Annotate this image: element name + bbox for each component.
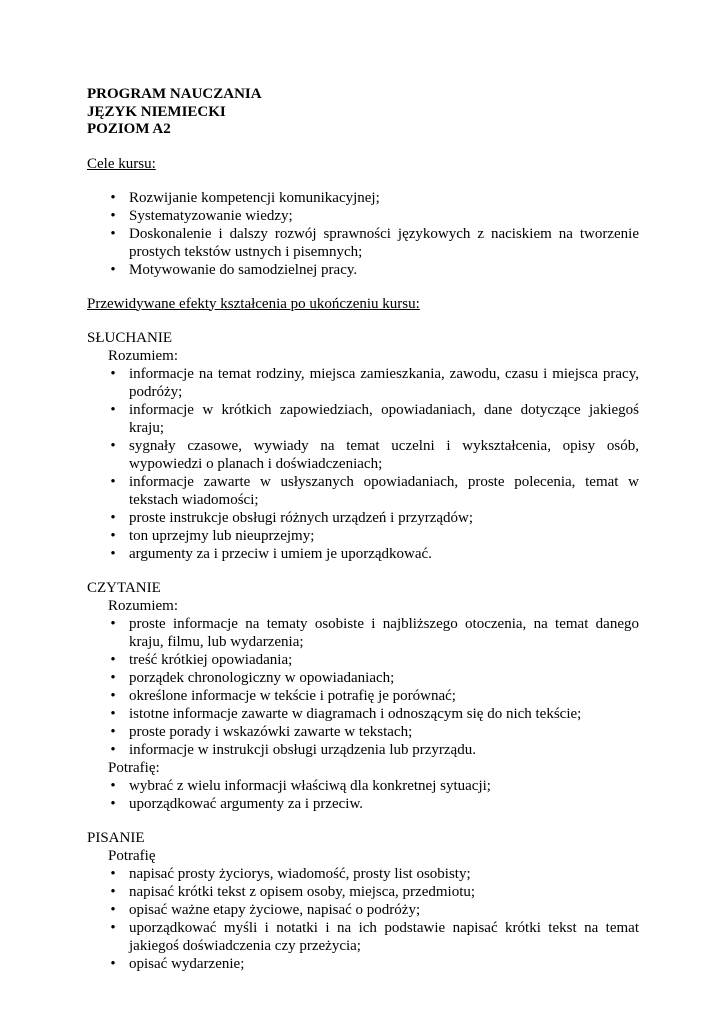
list-item: • Systematyzowanie wiedzy; <box>87 207 639 225</box>
bullet-icon: • <box>110 669 116 686</box>
bullet-icon: • <box>110 615 116 632</box>
bullet-icon: • <box>110 919 116 936</box>
listening-list <box>87 365 639 563</box>
goals-list <box>87 189 639 279</box>
bullet-icon: • <box>110 741 116 758</box>
bullet-icon: • <box>110 777 116 794</box>
reading-list-2 <box>87 777 639 813</box>
list-item: • istotne informacje zawarte w diagramach i odnoszącym się do nich tekście; <box>87 705 639 723</box>
listening-title: SŁUCHANIE <box>87 329 172 346</box>
list-item: • informacje na temat rodziny, miejsca zamieszkania, zawodu, czasu i miejsca pracy, podróży; <box>87 365 639 401</box>
list-item: • uporządkować myśli i notatki i na ich podstawie napisać krótki tekst na temat jakiegoś doświadczenia czy przeżycia; <box>87 919 639 955</box>
bullet-icon: • <box>110 795 116 812</box>
list-item: • proste informacje na tematy osobiste i najbliższego otoczenia, na temat danego kraju, filmu, lub wydarzenia; <box>87 615 639 651</box>
language-title: JĘZYK NIEMIECKI <box>87 103 226 120</box>
document-page <box>87 86 639 973</box>
bullet-icon: • <box>110 901 116 918</box>
bullet-icon: • <box>110 225 116 242</box>
bullet-icon: • <box>110 509 116 526</box>
list-item: • porządek chronologiczny w opowiadaniach; <box>87 669 639 687</box>
list-item: • treść krótkiej opowiadania; <box>87 651 639 669</box>
program-title: PROGRAM NAUCZANIA <box>87 86 262 102</box>
list-item: • sygnały czasowe, wywiady na temat uczelni i wykształcenia, opisy osób, wypowiedzi o planach i doświadczeniach; <box>87 437 639 473</box>
bullet-icon: • <box>110 189 116 206</box>
outcomes-heading: Przewidywane efekty kształcenia po ukończeniu kursu: <box>87 295 420 312</box>
list-item: • napisać prosty życiorys, wiadomość, prosty list osobisty; <box>87 865 639 883</box>
list-item: • proste instrukcje obsługi różnych urządzeń i przyrządów; <box>87 509 639 527</box>
bullet-icon: • <box>110 437 116 454</box>
list-item: • uporządkować argumenty za i przeciw. <box>87 795 639 813</box>
list-item: • wybrać z wielu informacji właściwą dla konkretnej sytuacji; <box>87 777 639 795</box>
list-item: • argumenty za i przeciw i umiem je uporządkować. <box>87 545 639 563</box>
list-item: • Rozwijanie kompetencji komunikacyjnej; <box>87 189 639 207</box>
bullet-icon: • <box>110 365 116 382</box>
bullet-icon: • <box>110 207 116 224</box>
list-item: • opisać ważne etapy życiowe, napisać o podróży; <box>87 901 639 919</box>
list-item: • określone informacje w tekście i potrafię je porównać; <box>87 687 639 705</box>
bullet-icon: • <box>110 705 116 722</box>
bullet-icon: • <box>110 883 116 900</box>
list-item: • Motywowanie do samodzielnej pracy. <box>87 261 639 279</box>
reading-title: CZYTANIE <box>87 579 161 596</box>
listening-section <box>87 329 639 563</box>
list-item: • ton uprzejmy lub nieuprzejmy; <box>87 527 639 545</box>
writing-section <box>87 829 639 973</box>
reading-subtitle-2: Potrafię: <box>108 759 160 776</box>
bullet-icon: • <box>110 473 116 490</box>
list-item: • Doskonalenie i dalszy rozwój sprawności językowych z naciskiem na tworzenie prostych tekstów ustnych i pisemnych; <box>87 225 639 261</box>
reading-subtitle: Rozumiem: <box>108 597 178 614</box>
bullet-icon: • <box>110 527 116 544</box>
bullet-icon: • <box>110 955 116 972</box>
bullet-icon: • <box>110 865 116 882</box>
list-item: • napisać krótki tekst z opisem osoby, miejsca, przedmiotu; <box>87 883 639 901</box>
writing-title: PISANIE <box>87 829 145 846</box>
bullet-icon: • <box>110 401 116 418</box>
level-title: POZIOM A2 <box>87 121 171 137</box>
list-item: • informacje w krótkich zapowiedziach, opowiadaniach, dane dotyczące jakiegoś kraju; <box>87 401 639 437</box>
writing-subtitle: Potrafię <box>108 847 156 864</box>
reading-section <box>87 579 639 813</box>
reading-list <box>87 615 639 759</box>
goals-heading: Cele kursu: <box>87 155 156 172</box>
list-item: • opisać wydarzenie; <box>87 955 639 973</box>
bullet-icon: • <box>110 723 116 740</box>
list-item: • informacje zawarte w usłyszanych opowiadaniach, proste polecenia, temat w tekstach wiadomości; <box>87 473 639 509</box>
bullet-icon: • <box>110 651 116 668</box>
listening-subtitle: Rozumiem: <box>108 347 178 364</box>
bullet-icon: • <box>110 261 116 278</box>
list-item: • informacje w instrukcji obsługi urządzenia lub przyrządu. <box>87 741 639 759</box>
writing-list <box>87 865 639 973</box>
list-item: • proste porady i wskazówki zawarte w tekstach; <box>87 723 639 741</box>
document-header <box>87 86 639 139</box>
bullet-icon: • <box>110 687 116 704</box>
bullet-icon: • <box>110 545 116 562</box>
